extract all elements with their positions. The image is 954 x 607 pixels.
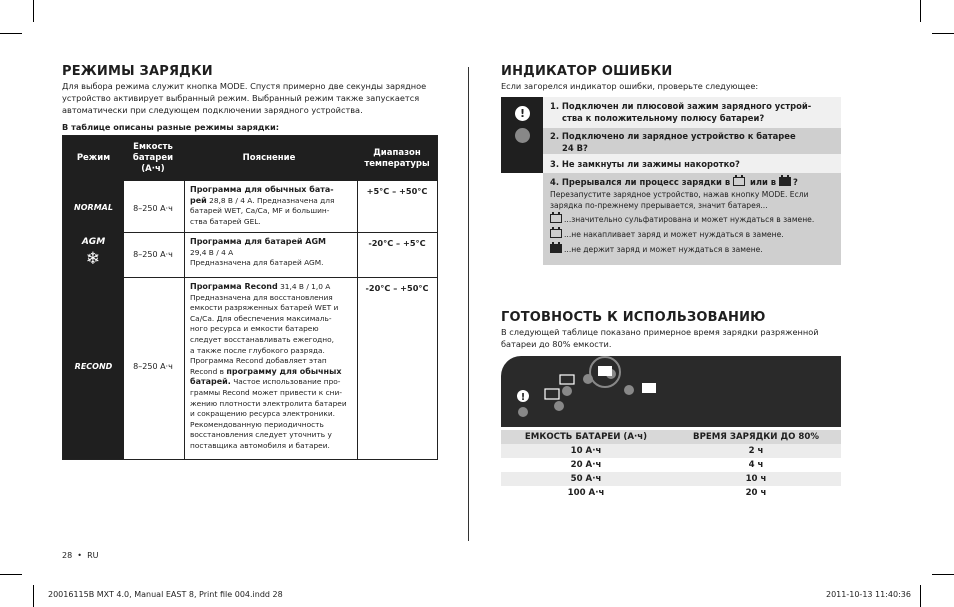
header-explanation: Пояснение xyxy=(242,153,296,163)
crop-mark xyxy=(33,0,34,22)
time-cell: 2 ч xyxy=(748,446,764,456)
description-cell xyxy=(190,185,350,227)
battery-full-icon xyxy=(779,177,791,186)
description-title: Программа Recond xyxy=(190,282,278,291)
time-cell: 10 ч xyxy=(745,474,767,484)
description-line: 28,8 В / 4 А. Предназначена для xyxy=(209,195,335,205)
led-icon xyxy=(624,385,634,395)
error-detail-line: Перезапустите зарядное устройство, нажав кнопку MODE. Если xyxy=(550,190,809,199)
temperature-cell: -20°C – +50°C xyxy=(365,283,429,293)
description-line: ного ресурса и емкости батарею xyxy=(190,324,319,334)
header-capacity: ЕМКОСТЬ БАТАРЕИ (А·ч) xyxy=(524,432,648,442)
description-title: Программа для обычных бата- xyxy=(190,185,334,194)
description-bold: батарей. xyxy=(190,377,231,387)
crop-mark xyxy=(932,574,954,575)
modes-intro-line: устройство активирует выбранный режим. Выбранный режим также запускается xyxy=(62,93,420,103)
error-table xyxy=(501,97,841,265)
error-item-text: ства к положительному полюсу батареи? xyxy=(562,113,765,123)
header-temperature-line: Диапазон xyxy=(373,147,421,158)
header-capacity xyxy=(124,136,182,181)
description-line: граммы Recond может привести к сни- xyxy=(190,387,342,397)
description-line: а также после глубокого разряда. xyxy=(190,345,325,355)
error-item-text: ? xyxy=(793,177,798,187)
description-cell xyxy=(190,282,350,452)
error-item-text: или в xyxy=(749,177,777,187)
description-title: Программа для батарей AGM xyxy=(190,237,327,246)
capacity-cell: 50 А·ч xyxy=(570,474,602,484)
battery-icon xyxy=(598,366,612,376)
page-number-value: 28 xyxy=(62,551,73,560)
description-line: Recond в xyxy=(190,366,225,376)
crop-mark xyxy=(932,33,954,34)
description-line: поставщика автомобиля и батареи. xyxy=(190,440,330,450)
column-line xyxy=(357,181,358,459)
description-line: емкости разряженных батарей WET и xyxy=(190,303,339,313)
row-divider xyxy=(124,232,437,233)
error-item-text: 3. Не замкнуты ли зажимы накоротко? xyxy=(550,159,740,169)
error-item xyxy=(543,97,841,128)
mode-recond: RECOND xyxy=(74,362,113,371)
battery-empty-icon xyxy=(550,229,562,238)
header-mode: Режим xyxy=(76,153,111,163)
temperature-cell: -20°C – +5°C xyxy=(368,238,426,248)
print-date: 2011-10-13 11:40:36 xyxy=(826,590,911,599)
column-line xyxy=(184,181,185,459)
description-line: 31,4 В / 1,0 А xyxy=(280,282,331,291)
time-cell: 4 ч xyxy=(748,460,764,470)
row-divider xyxy=(124,277,437,278)
battery-icon xyxy=(545,389,559,399)
led-icon xyxy=(518,407,528,417)
battery-empty-icon xyxy=(550,214,562,223)
error-detail-line: ...не накапливает заряд и может нуждаться в замене. xyxy=(564,230,784,239)
description-line: Предназначена для восстановления xyxy=(190,292,333,302)
battery-empty-icon xyxy=(733,177,745,186)
error-intro: Если загорелся индикатор ошибки, проверьте следующее: xyxy=(501,81,759,91)
language-code: RU xyxy=(87,551,99,560)
crop-mark xyxy=(920,585,921,607)
error-item-text: 1. Подключен ли плюсовой зажим зарядного устрой- xyxy=(550,101,812,111)
print-file-info: 20016115B MXT 4.0, Manual EAST 8, Print file 004.indd 28 xyxy=(48,590,283,599)
crop-mark xyxy=(0,574,22,575)
mode-column xyxy=(63,181,124,459)
modes-table-caption: В таблице описаны разные режимы зарядки: xyxy=(62,122,280,132)
description-line: следует восстанавливать ежегодно, xyxy=(190,334,334,344)
capacity-cell: 20 А·ч xyxy=(570,460,602,470)
header-time: ВРЕМЯ ЗАРЯДКИ ДО 80% xyxy=(693,432,819,442)
error-indicator-strip xyxy=(501,173,544,265)
ready-table-header xyxy=(501,430,841,444)
error-item xyxy=(543,128,841,154)
led-icon xyxy=(554,401,564,411)
page-number xyxy=(62,551,99,560)
error-detail-line: зарядка по-прежнему прерывается, значит батарея... xyxy=(550,201,768,210)
ready-intro-line: В следующей таблице показано примерное время зарядки разряженной xyxy=(501,327,819,337)
capacity-cell: 10 А·ч xyxy=(570,446,602,456)
modes-title: РЕЖИМЫ ЗАРЯДКИ xyxy=(62,64,213,79)
table-row xyxy=(501,458,841,472)
error-led-icon: ! xyxy=(515,106,530,121)
header-temperature xyxy=(357,136,437,181)
description-line: и сокращению ресурса электроники. xyxy=(190,409,336,419)
column-divider xyxy=(468,67,469,541)
modes-intro-line: автоматически при следующем подключении зарядного устройства. xyxy=(62,105,363,115)
error-item-text: 4. Прерывался ли процесс зарядки в xyxy=(550,177,731,187)
description-line: Предназначена для батарей AGM. xyxy=(190,258,324,268)
description-line: Частое использование про- xyxy=(233,377,341,387)
crop-mark xyxy=(0,33,22,34)
battery-icon xyxy=(642,383,656,393)
header-capacity-line: (А·ч) xyxy=(141,164,165,174)
error-item xyxy=(543,173,841,265)
crop-mark xyxy=(920,0,921,22)
modes-table-header xyxy=(63,136,437,181)
description-bold: программу для обычных xyxy=(226,366,342,376)
error-detail-line: ...не держит заряд и может нуждаться в замене. xyxy=(564,245,763,254)
description-line: батарей WET, Ca/Ca, MF и большин- xyxy=(190,206,330,216)
exclamation-icon: ! xyxy=(520,392,526,403)
capacity-cell: 100 А·ч xyxy=(567,488,605,498)
header-capacity-line: Емкость xyxy=(133,142,173,152)
modes-intro-line: Для выбора режима служит кнопка MODE. Спустя примерно две секунды зарядное xyxy=(62,81,427,91)
description-line: восстановления следует уточнить у xyxy=(190,430,332,440)
crop-mark xyxy=(33,585,34,607)
description-title: рей xyxy=(190,195,207,205)
description-cell xyxy=(190,237,350,269)
temperature-cell: +5°C – +50°C xyxy=(366,186,428,196)
header-capacity-line: батареи xyxy=(132,153,174,163)
battery-icon xyxy=(560,375,574,384)
description-line: Рекомендованную периодичность xyxy=(190,419,324,429)
ready-intro-line: батареи до 80% емкости. xyxy=(501,339,612,349)
description-line: ства батарей GEL. xyxy=(190,216,261,226)
led-icon xyxy=(562,386,572,396)
battery-full-icon xyxy=(550,244,562,253)
error-detail-line: ...значительно сульфатирована и может нуждаться в замене. xyxy=(564,215,815,224)
description-line: Ca/Ca. Для обеспечения максималь- xyxy=(190,313,332,323)
description-line: 29,4 В / 4 А xyxy=(190,247,234,257)
modes-table xyxy=(62,135,438,460)
error-item xyxy=(543,154,841,173)
table-row xyxy=(501,486,841,500)
bullet: • xyxy=(77,551,82,560)
charger-leds-illustration xyxy=(501,356,841,427)
capacity-cell: 8–250 А·ч xyxy=(133,204,173,213)
mode-normal: NORMAL xyxy=(74,203,113,212)
error-indicator-column xyxy=(501,97,543,173)
error-item-text: 2. Подключено ли зарядное устройство к батарее xyxy=(550,131,796,141)
mode-agm: AGM xyxy=(81,237,106,247)
description-line: Программа Recond добавляет этап xyxy=(190,356,327,366)
time-cell: 20 ч xyxy=(745,488,767,498)
snowflake-icon: ❄ xyxy=(85,249,101,269)
table-row xyxy=(501,444,841,458)
ready-title: ГОТОВНОСТЬ К ИСПОЛЬЗОВАНИЮ xyxy=(501,310,766,325)
table-row xyxy=(501,472,841,486)
led-off-icon xyxy=(515,128,530,143)
error-title: ИНДИКАТОР ОШИБКИ xyxy=(501,64,673,79)
charger-display-panel xyxy=(501,356,841,427)
capacity-cell: 8–250 А·ч xyxy=(133,250,173,259)
description-line: жению плотности электролита батареи xyxy=(190,398,347,408)
header-temperature-line: температуры xyxy=(364,158,430,169)
error-item-text: 24 В? xyxy=(562,143,588,153)
capacity-cell: 8–250 А·ч xyxy=(133,362,173,371)
